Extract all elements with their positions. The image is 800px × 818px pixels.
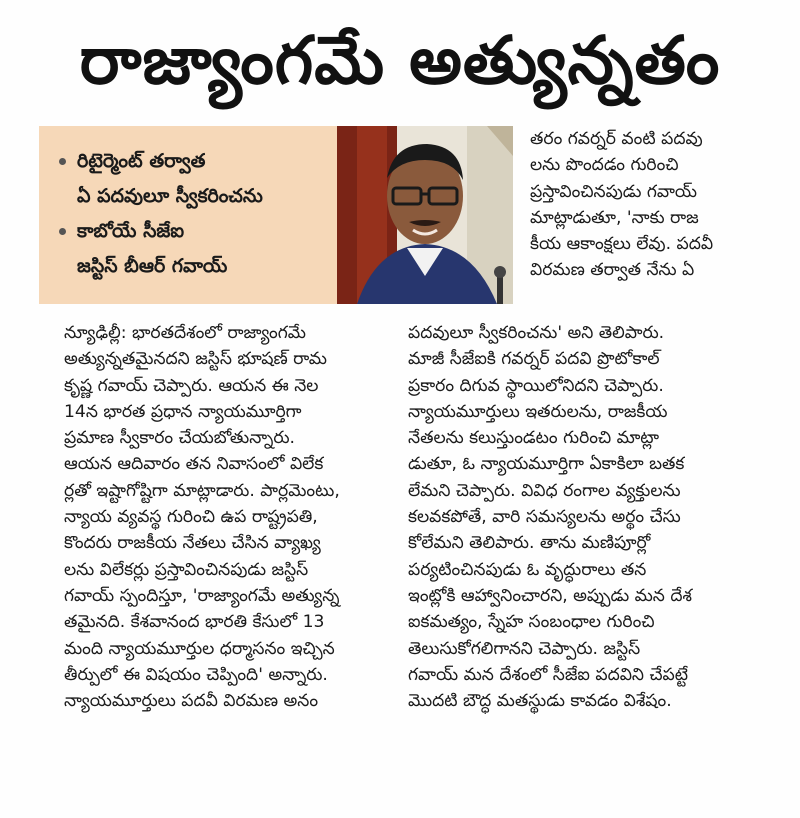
text-line: న్యాయమూర్తులు పదవీ విరమణ అనం — [64, 691, 319, 712]
article-column-right-top — [530, 126, 758, 284]
highlight-item — [59, 144, 337, 214]
text-line: తెలుసుకోగలిగానని చెప్పారు. జస్టిస్ — [408, 638, 641, 659]
portrait-photo — [337, 126, 513, 304]
highlights-box — [39, 126, 337, 304]
text-line: గవాయ్ స్పందిస్తూ, 'రాజ్యాంగమే అత్యున్న — [64, 585, 340, 606]
article-column-left — [64, 320, 394, 714]
text-line: నేతలను కలుస్తుండటం గురించి మాట్లా — [408, 428, 660, 449]
text-line: కోలేమని తెలిపారు. తాను మణిపూర్లో — [408, 533, 651, 554]
text-line: 14న భారత ప్రధాన న్యాయమూర్తిగా — [64, 401, 302, 422]
highlight-line: ఏ పదవులూ స్వీకరించను — [77, 185, 263, 207]
text-line: న్యాయమూర్తులు ఇతరులను, రాజకీయ — [408, 401, 668, 422]
text-line: మొదటి బౌద్ధ మతస్థుడు కావడం విశేషం. — [408, 691, 672, 712]
text-line: పదవులూ స్వీకరించను' అని తెలిపారు. — [408, 323, 665, 343]
text-line: న్యూఢిల్లీ: భారతదేశంలో రాజ్యాంగమే — [64, 323, 306, 343]
text-line: ప్రస్తావించినపుడు గవాయ్ — [530, 181, 697, 202]
text-line: కీయ ఆకాంక్షలు లేవు. పదవీ — [530, 234, 714, 255]
highlights-list — [39, 126, 337, 284]
text-line: ప్రమాణ స్వీకారం చేయబోతున్నారు. — [64, 428, 295, 449]
text-line: లేమని చెప్పారు. వివిధ రంగాల వ్యక్తులను — [408, 480, 681, 501]
text-line: విరమణ తర్వాత నేను ఏ — [530, 260, 695, 281]
text-line: కొందరు రాజకీయ నేతలు చేసిన వ్యాఖ్య — [64, 533, 321, 554]
text-line: లను పొందడం గురించి — [530, 155, 679, 176]
text-line: తమైనది. కేశవానంద భారతి కేసులో 13 — [64, 612, 325, 633]
article-column-right — [408, 320, 758, 714]
highlight-line: కాబోయే సీజేఐ — [77, 220, 185, 242]
text-line: మాజీ సీజేఐకి గవర్నర్ పదవి ప్రొటోకాల్ — [408, 349, 660, 370]
text-line: ఇంట్లోకి ఆహ్వానించారని, అప్పుడు మన దేశ — [408, 585, 692, 606]
text-line: పర్యటించినపుడు ఓ వృద్ధురాలు తన — [408, 559, 647, 580]
text-line: మాట్లాడుతూ, 'నాకు రాజ — [530, 207, 699, 228]
highlight-line: రిటైర్మెంట్ తర్వాత — [77, 150, 206, 172]
text-line: కలవకపోతే, వారి సమస్యలను అర్థం చేసు — [408, 507, 681, 528]
text-line: తీర్పులో ఈ విషయం చెప్పింది' అన్నారు. — [64, 664, 328, 685]
headline: రాజ్యాంగమే అత్యున్నతం — [79, 22, 721, 99]
portrait-illustration — [337, 126, 513, 304]
text-line: కృష్ణ గవాయ్ చెప్పారు. ఆయన ఈ నెల — [64, 375, 319, 396]
text-line: ఐకమత్యం, స్నేహ సంబంధాల గురించి — [408, 612, 655, 633]
text-line: అత్యున్నతమైనదని జస్టిస్ భూషణ్ రామ — [64, 349, 327, 370]
text-line: లను విలేకర్లు ప్రస్తావించినపుడు జస్టిస్ — [64, 559, 309, 580]
text-line: గవాయ్ మన దేశంలో సీజేఐ పదవిని చేపట్టే — [408, 664, 689, 685]
text-line: మంది న్యాయమూర్తుల ధర్మాసనం ఇచ్చిన — [64, 638, 335, 659]
text-line: ర్లతో ఇష్టాగోష్టిగా మాట్లాడారు. పార్లమెంటు, — [64, 480, 340, 501]
text-line: తరం గవర్నర్ వంటి పదవు — [530, 129, 703, 149]
text-line: ప్రకారం దిగువ స్థాయిలోనిదని చెప్పారు. — [408, 375, 664, 396]
text-line: న్యాయ వ్యవస్థ గురించి ఉప రాష్ట్రపతి, — [64, 507, 318, 528]
highlight-line: జస్టిస్ బీఆర్ గవాయ్ — [77, 255, 228, 277]
highlight-item — [59, 214, 337, 284]
text-line: డుతూ, ఓ న్యాయమూర్తిగా ఏకాకిలా బతక — [408, 454, 685, 475]
text-line: ఆయన ఆదివారం తన నివాసంలో విలేక — [64, 454, 324, 475]
